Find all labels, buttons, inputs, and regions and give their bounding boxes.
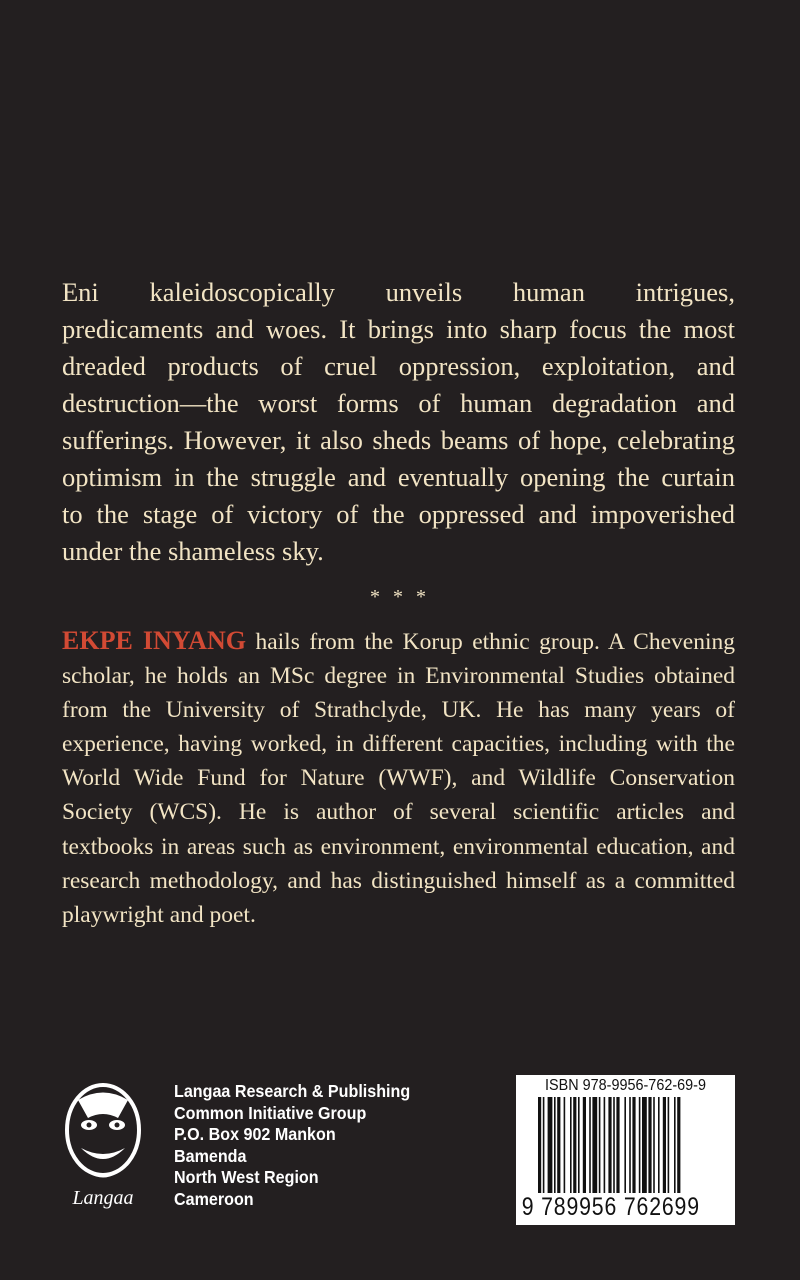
author-bio: [62, 624, 735, 932]
bio-line: playwright and poet.: [62, 901, 256, 928]
bio-line: Society (WCS). He is author of several scientific articles and: [62, 799, 735, 826]
publisher-line: Common Initiative Group: [174, 1102, 367, 1123]
blurb-line: optimism in the struggle and eventually opening the curtain: [62, 462, 735, 492]
blurb-line: destruction—the worst forms of human degradation and: [62, 388, 735, 418]
bio-line: World Wide Fund for Nature (WWF), and Wildlife Conservation: [62, 765, 735, 792]
isbn-barcode: [516, 1075, 735, 1225]
isbn-label: ISBN 978-9956-762-69-9: [545, 1077, 706, 1094]
publisher-line: Cameroon: [174, 1188, 254, 1209]
blurb-line: to the stage of victory of the oppressed and impoverished: [62, 499, 735, 529]
blurb-line: sufferings. However, it also sheds beams of hope, celebrating: [62, 425, 735, 455]
logo-text: Langaa: [72, 1187, 134, 1209]
bio-line: [62, 624, 735, 659]
blurb-paragraph: [62, 274, 735, 570]
bio-line: from the University of Strathclyde, UK. He has many years of: [62, 697, 735, 724]
author-name: EKPE INYANG: [62, 626, 246, 655]
bio-line: textbooks in areas such as environment, environmental education, and: [62, 833, 735, 860]
bio-line: scholar, he holds an MSc degree in Environmental Studies obtained: [62, 663, 735, 690]
langaa-mask-logo: [56, 1080, 151, 1210]
bio-line: research methodology, and has distinguished himself as a committed: [62, 867, 735, 894]
bio-line: experience, having worked, in different capacities, including with the: [62, 731, 735, 758]
blurb-line: Eni kaleidoscopically unveils human intrigues,: [62, 277, 735, 307]
publisher-name: Langaa Research & Publishing: [174, 1081, 411, 1101]
blurb-line: dreaded products of cruel oppression, exploitation, and: [62, 351, 735, 381]
publisher-line: P.O. Box 902 Mankon: [174, 1124, 336, 1144]
publisher-address: [174, 1081, 410, 1210]
bio-first-line: hails from the Korup ethnic group. A Chevening: [245, 629, 735, 655]
publisher-line: Bamenda: [174, 1145, 247, 1166]
section-separator: * * *: [370, 586, 430, 608]
publisher-line: North West Region: [174, 1167, 319, 1187]
barcode-digits: 9 789956 762699: [521, 1193, 700, 1221]
blurb-line: under the shameless sky.: [62, 536, 324, 566]
blurb-line: predicaments and woes. It brings into sharp focus the most: [62, 314, 735, 344]
